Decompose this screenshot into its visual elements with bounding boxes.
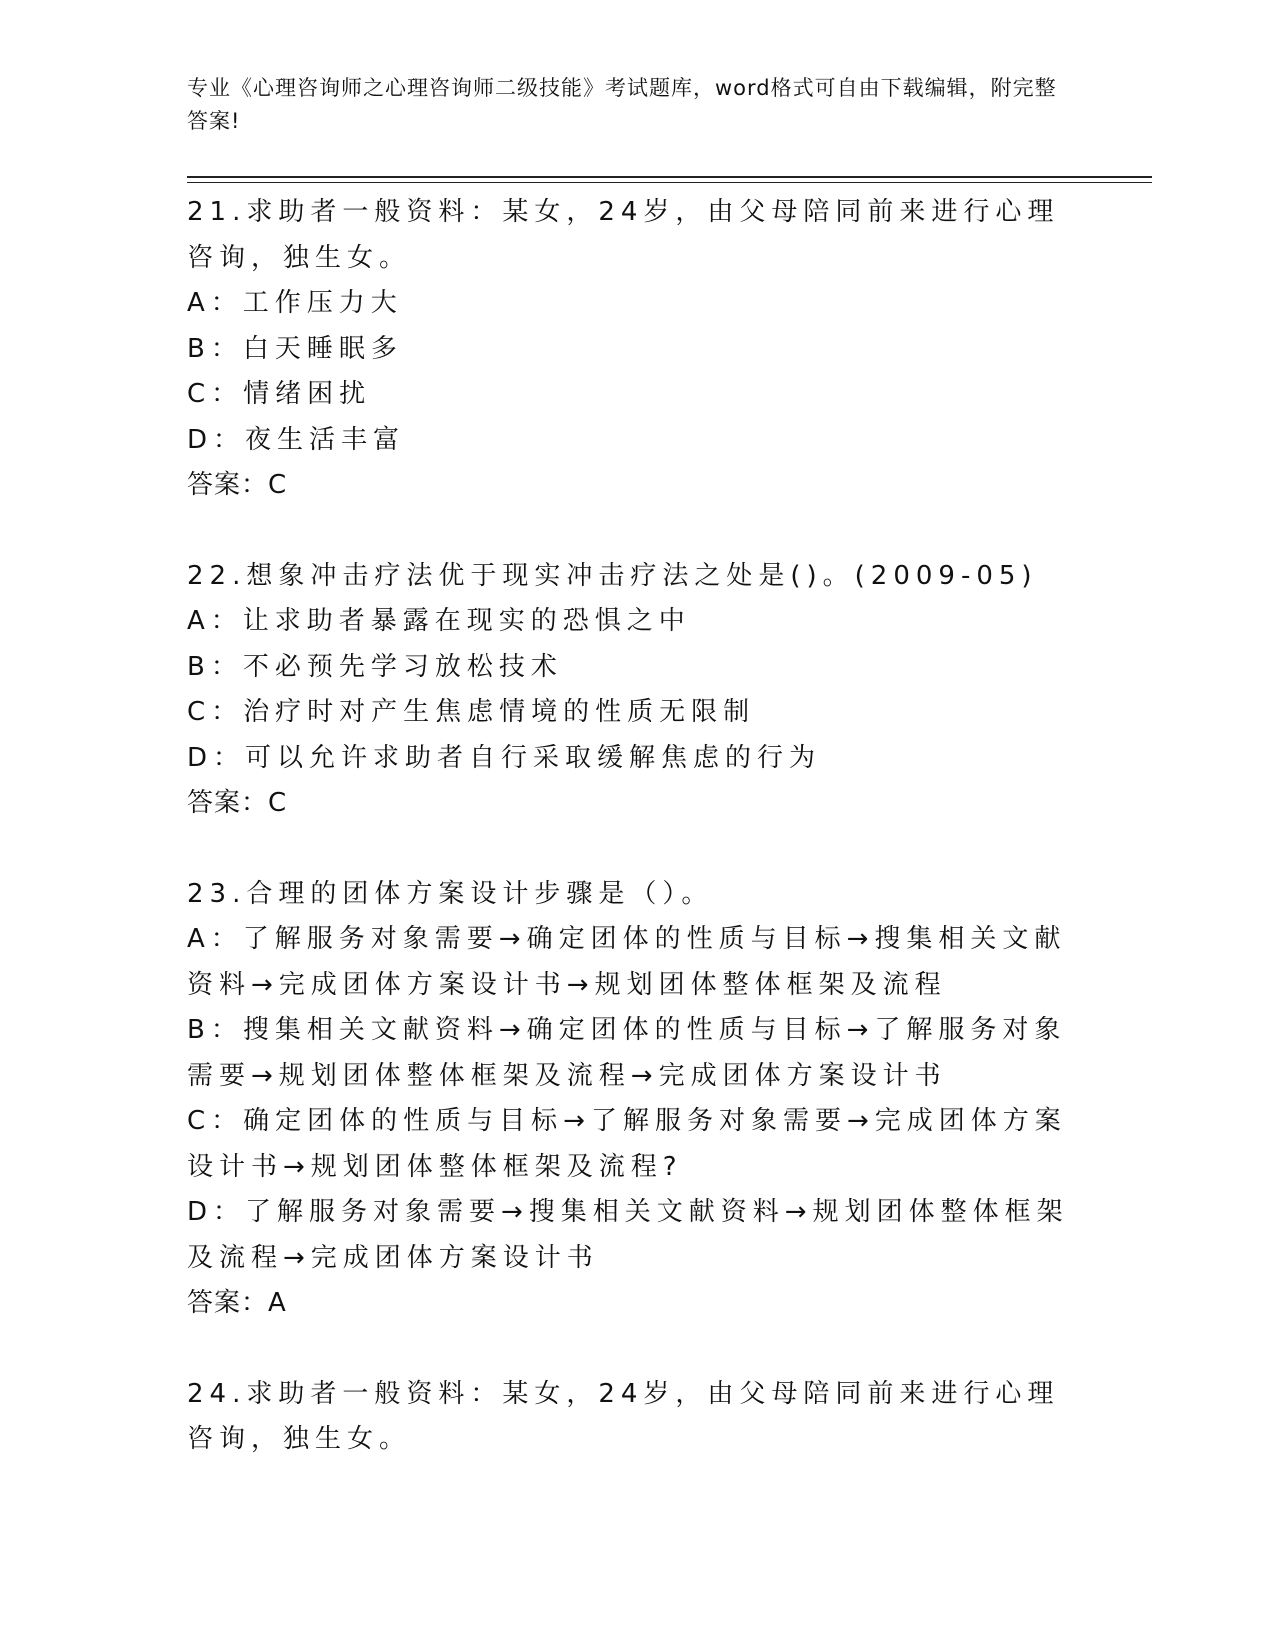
option-d: D：了解服务对象需要→搜集相关文献资料→规划团体整体框架及流程→完成团体方案设计书 — [187, 1197, 1069, 1273]
answer: 答案：C — [187, 788, 288, 818]
answer: 答案：C — [187, 470, 288, 500]
option-c: C：治疗时对产生焦虑情境的性质无限制 — [187, 697, 756, 727]
option-b: B：白天睡眠多 — [187, 333, 403, 364]
header-rule-thin — [187, 182, 1152, 183]
question-list — [187, 190, 1087, 1508]
option-d: D：夜生活丰富 — [187, 424, 406, 455]
question-stem: 23.合理的团体方案设计步骤是（）。 — [187, 878, 714, 909]
option-c: C：情绪困扰 — [187, 379, 372, 409]
option-c: C：确定团体的性质与目标→了解服务对象需要→完成团体方案设计书→规划团体整体框架及流程? — [187, 1106, 1067, 1182]
option-b: B：搜集相关文献资料→确定团体的性质与目标→了解服务对象需要→规划团体整体框架及流程→完成团体方案设计书 — [187, 1015, 1067, 1091]
question-stem: 21.求助者一般资料：某女，24岁，由父母陪同前来进行心理咨询，独生女。 — [187, 197, 1060, 273]
option-b: B：不必预先学习放松技术 — [187, 651, 563, 682]
option-a: A：让求助者暴露在现实的恐惧之中 — [187, 606, 691, 636]
option-d: D：可以允许求助者自行采取缓解焦虑的行为 — [187, 742, 822, 773]
question-24 — [187, 1372, 1087, 1463]
question-21 — [187, 190, 1087, 509]
question-stem: 24.求助者一般资料：某女，24岁，由父母陪同前来进行心理咨询，独生女。 — [187, 1378, 1060, 1454]
question-stem: 22.想象冲击疗法优于现实冲击疗法之处是()。(2009-05) — [187, 560, 1038, 591]
question-22 — [187, 554, 1087, 827]
option-a: A：了解服务对象需要→确定团体的性质与目标→搜集相关文献资料→完成团体方案设计书→规划团体整体框架及流程 — [187, 924, 1067, 1000]
header-note: 专业《心理咨询师之心理咨询师二级技能》考试题库，word格式可自由下载编辑，附完整答案! — [187, 76, 1057, 133]
option-a: A：工作压力大 — [187, 288, 403, 318]
header-rule-thick — [187, 176, 1152, 178]
question-23 — [187, 872, 1087, 1327]
answer: 答案：A — [187, 1288, 287, 1318]
